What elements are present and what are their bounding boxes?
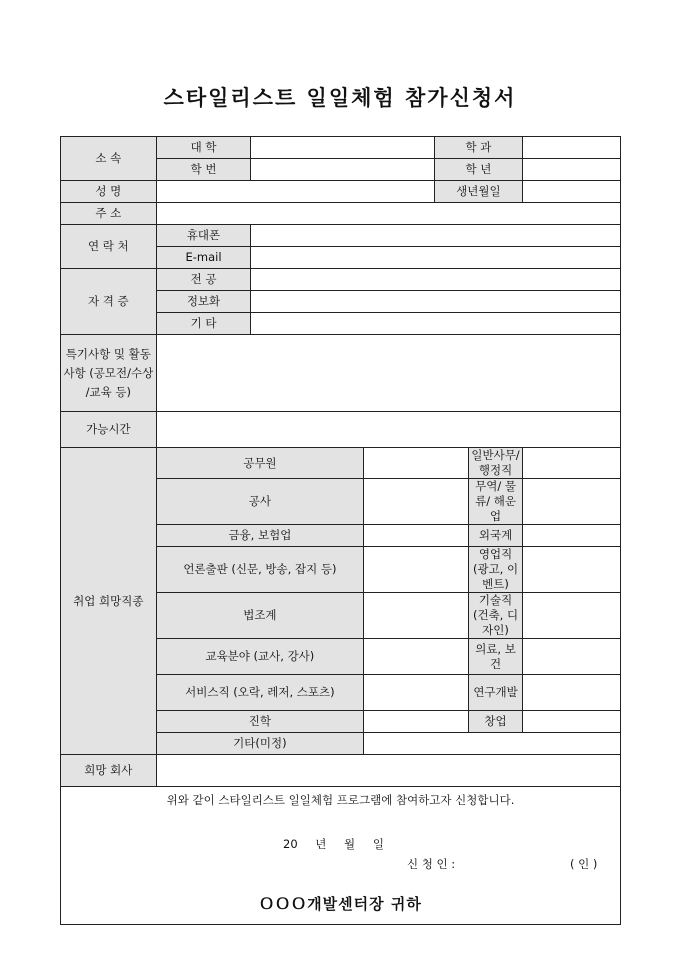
job-option: 공사 [156,479,363,525]
available-time-label: 가능시간 [61,412,157,448]
job-check[interactable] [364,525,469,547]
email-field[interactable] [251,247,621,269]
declaration-block [61,787,621,925]
job-option: 의료, 보건 [468,639,522,675]
seal-mark: ( 인 ) [570,857,598,871]
desired-company-label: 희망 회사 [61,755,157,787]
job-option: 교육분야 (교사, 강사) [156,639,363,675]
cert-it-field[interactable] [251,291,621,313]
page-title: 스타일리스트 일일체험 참가신청서 [163,85,517,110]
student-id-label: 학 번 [156,159,251,181]
available-time-field[interactable] [156,412,620,448]
student-id-field[interactable] [251,159,434,181]
job-option: 영업직 (광고, 이벤트) [468,547,522,593]
address-label: 주 소 [61,203,157,225]
declaration-text: 위와 같이 스타일리스트 일일체험 프로그램에 참여하고자 신청합니다. [166,793,515,807]
cert-it-label: 정보화 [156,291,251,313]
job-check[interactable] [364,593,469,639]
university-field[interactable] [251,137,434,159]
job-other-field[interactable] [364,733,621,755]
phone-label: 휴대폰 [156,225,251,247]
job-option: 언론출판 (신문, 방송, 잡지 등) [156,547,363,593]
certificate-label: 자 격 증 [61,269,157,335]
job-option: 창업 [468,711,522,733]
application-date: 20 년 월 일 [283,837,384,851]
name-label: 성 명 [61,181,157,203]
special-notes-label: 특기사항 및 활동사항 (공모전/수상 /교육 등) [61,335,157,412]
grade-field[interactable] [523,159,621,181]
job-check[interactable] [523,593,621,639]
desired-company-field[interactable] [156,755,620,787]
grade-label: 학 년 [434,159,523,181]
cert-other-label: 기 타 [156,313,251,335]
job-check[interactable] [364,639,469,675]
desired-job-label: 취업 희망직종 [61,448,157,755]
job-check[interactable] [523,547,621,593]
addressee: ＯＯＯ개발센터장 귀하 [259,895,422,913]
job-check[interactable] [523,525,621,547]
job-option: 금융, 보험업 [156,525,363,547]
job-option: 연구개발 [468,675,522,711]
job-check[interactable] [523,711,621,733]
cert-major-field[interactable] [251,269,621,291]
phone-field[interactable] [251,225,621,247]
job-check[interactable] [523,675,621,711]
birthdate-field[interactable] [523,181,621,203]
department-field[interactable] [523,137,621,159]
job-check[interactable] [523,479,621,525]
job-check[interactable] [364,547,469,593]
job-option: 서비스직 (오락, 레저, 스포츠) [156,675,363,711]
name-field[interactable] [156,181,434,203]
contact-label: 연 락 처 [61,225,157,269]
cert-other-field[interactable] [251,313,621,335]
job-option: 무역/ 물류/ 해운업 [468,479,522,525]
job-check[interactable] [364,448,469,479]
affiliation-label: 소 속 [61,137,157,181]
job-check[interactable] [523,448,621,479]
job-option: 법조계 [156,593,363,639]
job-option: 공무원 [156,448,363,479]
job-check[interactable] [364,711,469,733]
application-form [60,136,621,925]
job-option: 일반사무/행정직 [468,448,522,479]
cert-major-label: 전 공 [156,269,251,291]
job-check[interactable] [364,675,469,711]
applicant-label: 신 청 인 : [407,857,456,871]
job-option: 외국계 [468,525,522,547]
job-option: 기술직 (건축, 디자인) [468,593,522,639]
special-notes-field[interactable] [156,335,620,412]
email-label: E-mail [156,247,251,269]
job-option: 기타(미정) [156,733,363,755]
job-check[interactable] [364,479,469,525]
address-field[interactable] [156,203,620,225]
department-label: 학 과 [434,137,523,159]
job-option: 진학 [156,711,363,733]
job-check[interactable] [523,639,621,675]
birthdate-label: 생년월일 [434,181,523,203]
university-label: 대 학 [156,137,251,159]
